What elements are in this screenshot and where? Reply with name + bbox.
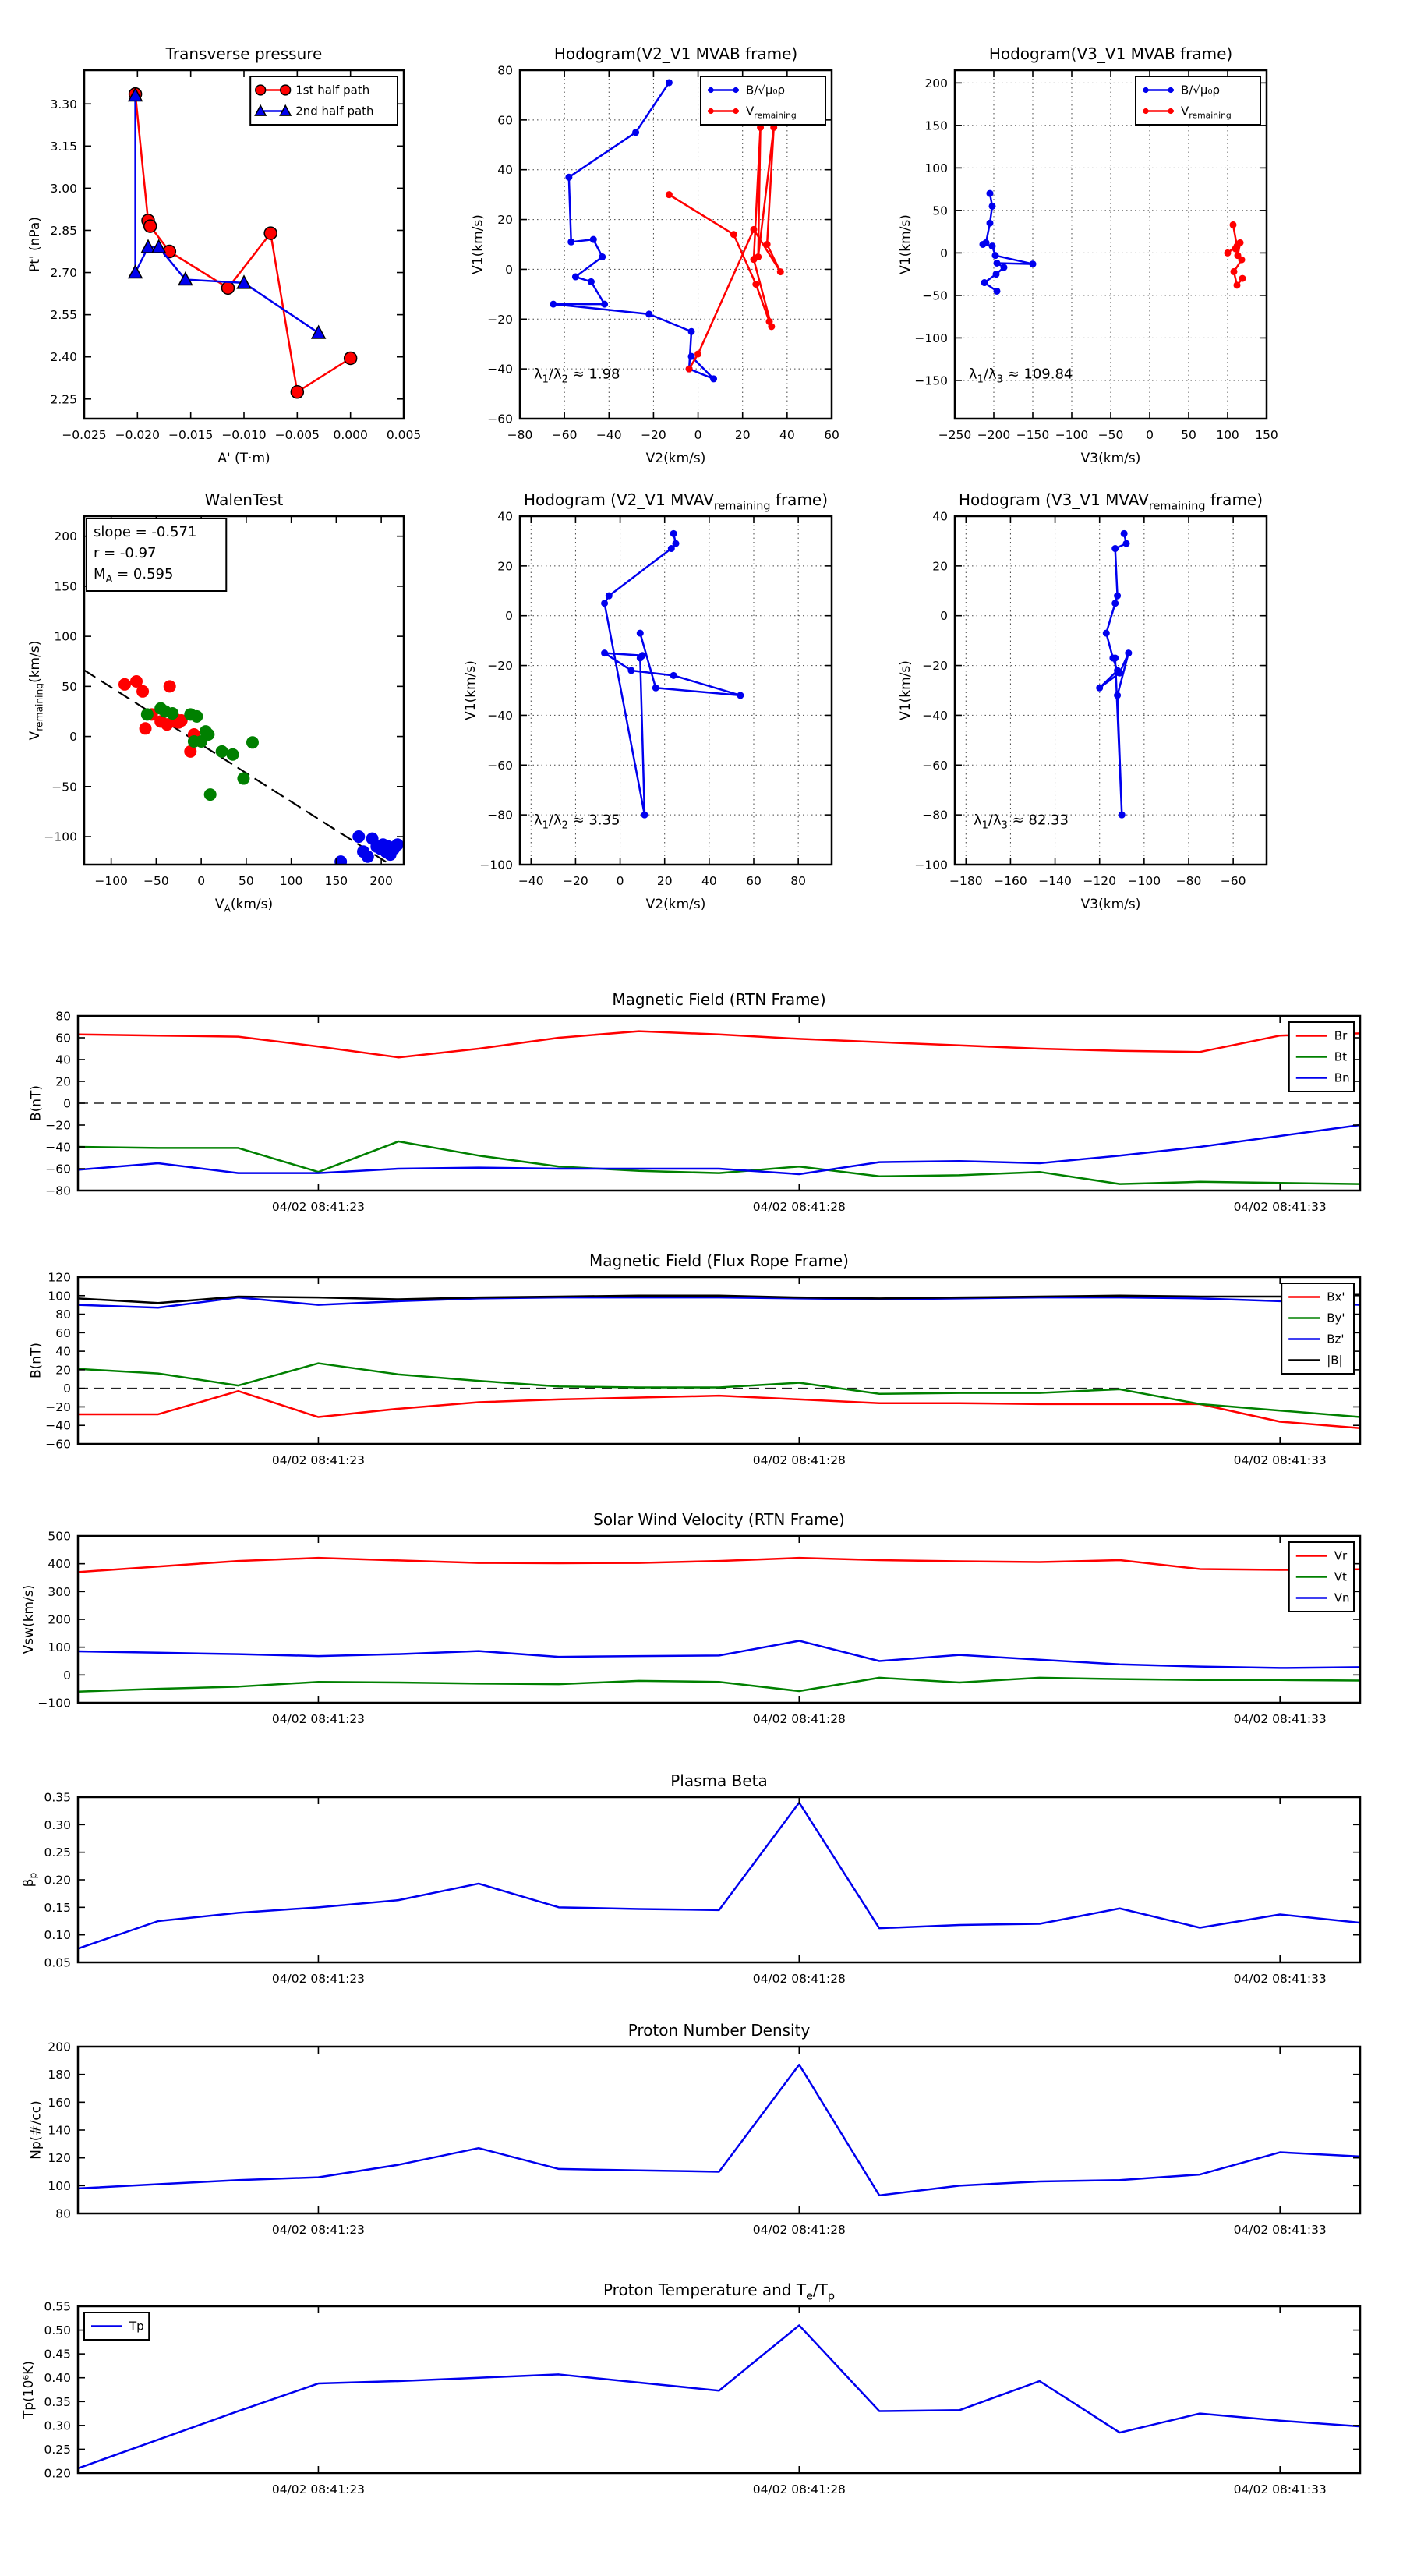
y-tick-label: 40 — [932, 509, 948, 524]
y-tick-label: 100 — [48, 1640, 71, 1655]
x-tick-label: 04/02 08:41:23 — [271, 2223, 366, 2237]
y-tick-label: 0.50 — [44, 2323, 71, 2338]
x-tick-label: 04/02 08:41:23 — [271, 1972, 366, 1986]
x-tick-label: −150 — [1016, 428, 1050, 442]
x-tick-label: 04/02 08:41:23 — [271, 1712, 366, 1726]
x-tick-label: −40 — [595, 428, 622, 442]
y-axis-label: Tp(10⁶K) — [21, 2360, 37, 2419]
legend — [1281, 1283, 1354, 1374]
x-tick-label: 60 — [746, 874, 762, 888]
annotation: $\lambda_1/\lambda_3 \approx 109.84$ — [969, 366, 1073, 386]
x-tick-label: −60 — [1220, 874, 1246, 888]
x-tick-label: −100 — [1055, 428, 1089, 442]
y-tick-label: −40 — [45, 1140, 71, 1155]
y-tick-label: 0 — [505, 262, 513, 277]
chart-title: Plasma Beta — [670, 1771, 768, 1790]
y-tick-label: 2.55 — [50, 308, 77, 323]
y-tick-label: −20 — [45, 1118, 71, 1133]
y-axis-label: B(nT) — [28, 1342, 44, 1379]
x-tick-label: −0.010 — [221, 428, 267, 442]
x-tick-label: −20 — [563, 874, 588, 888]
y-tick-label: −150 — [914, 373, 948, 388]
x-tick-label: −160 — [994, 874, 1027, 888]
x-tick-label: 20 — [656, 874, 673, 888]
info-line: $M_A = 0.595$ — [94, 566, 174, 586]
plot-proton-temperature — [21, 2281, 1360, 2496]
chart-title: Hodogram (V2_V1 $MVAV_{remaining}$ frame) — [523, 490, 829, 513]
y-tick-label: 3.15 — [50, 139, 77, 154]
legend — [1136, 76, 1260, 125]
y-tick-label: −60 — [45, 1162, 71, 1177]
y-tick-label: 20 — [497, 213, 513, 228]
chart-title: Transverse pressure — [165, 44, 323, 63]
y-tick-label: −100 — [479, 858, 513, 872]
x-axis-label: $V_A(km/s)$ — [214, 897, 274, 915]
y-tick-label: 80 — [497, 63, 513, 78]
y-tick-label: 3.30 — [50, 97, 77, 111]
y-tick-label: 100 — [48, 2178, 71, 2193]
y-tick-label: 0.20 — [44, 1873, 71, 1888]
y-tick-label: 50 — [62, 679, 77, 694]
x-axis-label: V3(km/s) — [1080, 897, 1141, 912]
y-tick-label: 0 — [940, 609, 948, 624]
x-tick-label: −0.005 — [274, 428, 320, 442]
x-tick-label: 40 — [701, 874, 717, 888]
x-tick-label: −140 — [1038, 874, 1072, 888]
plot-proton-number-density — [29, 2021, 1361, 2237]
y-tick-label: −40 — [922, 708, 948, 723]
x-tick-label: 150 — [1255, 428, 1278, 442]
y-tick-label: 0.05 — [44, 1955, 71, 1970]
x-tick-label: −0.025 — [62, 428, 107, 442]
x-tick-label: 04/02 08:41:23 — [271, 1200, 366, 1214]
y-tick-label: 160 — [48, 2095, 71, 2110]
legend — [1289, 1022, 1354, 1092]
y-tick-label: 0.25 — [44, 2442, 71, 2457]
legend — [1289, 1542, 1354, 1612]
x-tick-label: 50 — [239, 874, 254, 888]
x-tick-label: −50 — [143, 874, 169, 888]
x-tick-label: 04/02 08:41:33 — [1233, 2482, 1327, 2496]
x-axis-label: V3(km/s) — [1080, 451, 1141, 466]
legend-label: Vr — [1334, 1548, 1348, 1563]
y-axis-label: $\beta_p$ — [21, 1872, 39, 1888]
x-tick-label: −60 — [551, 428, 578, 442]
y-tick-label: 2.85 — [50, 223, 77, 238]
y-tick-label: 500 — [48, 1529, 71, 1544]
legend — [701, 76, 825, 125]
x-axis-label: V2(km/s) — [645, 897, 706, 912]
y-tick-label: −50 — [51, 780, 77, 794]
y-axis-label: $V_{remaining}(km/s)$ — [27, 640, 45, 741]
x-tick-label: −0.020 — [115, 428, 161, 442]
x-tick-label: 0 — [694, 428, 702, 442]
y-tick-label: −100 — [44, 830, 77, 844]
plot-solar-wind-velocity — [21, 1510, 1360, 1726]
info-line: slope = -0.571 — [94, 524, 197, 540]
x-tick-label: 04/02 08:41:28 — [752, 2223, 846, 2237]
y-axis-label: V1(km/s) — [898, 660, 914, 720]
y-axis-label: B(nT) — [28, 1085, 44, 1122]
y-tick-label: −100 — [37, 1696, 71, 1711]
legend-label: $V_{remaining}$ — [746, 104, 797, 121]
y-tick-label: −60 — [487, 412, 513, 426]
legend-label: By' — [1327, 1311, 1345, 1325]
y-tick-label: 0.40 — [44, 2371, 71, 2386]
y-tick-label: 120 — [48, 2151, 71, 2166]
x-tick-label: −100 — [1127, 874, 1161, 888]
y-tick-label: −40 — [45, 1418, 71, 1433]
y-tick-label: 100 — [48, 1289, 71, 1304]
x-tick-label: 04/02 08:41:33 — [1233, 1972, 1327, 1986]
y-tick-label: −50 — [922, 288, 948, 303]
x-tick-label: 60 — [824, 428, 839, 442]
chart-title: Hodogram(V2_V1 MVAB frame) — [553, 44, 798, 63]
y-tick-label: 0.10 — [44, 1928, 71, 1943]
x-tick-label: 04/02 08:41:28 — [752, 2482, 846, 2496]
y-tick-label: 0.30 — [44, 1817, 71, 1832]
x-tick-label: 04/02 08:41:28 — [752, 1200, 846, 1214]
chart-title: WalenTest — [204, 490, 284, 509]
y-tick-label: −80 — [487, 808, 513, 823]
x-tick-label: 20 — [734, 428, 751, 442]
y-tick-label: 140 — [48, 2123, 71, 2138]
legend-label: 1st half path — [295, 83, 370, 97]
y-tick-label: 150 — [924, 119, 948, 133]
legend-label: Br — [1334, 1028, 1348, 1043]
info-line: r = -0.97 — [94, 545, 157, 561]
legend-label: $V_{remaining}$ — [1181, 104, 1232, 121]
x-tick-label: 04/02 08:41:33 — [1233, 1712, 1327, 1726]
y-tick-label: 200 — [54, 529, 77, 544]
y-tick-label: 0.20 — [44, 2466, 71, 2481]
x-tick-label: 04/02 08:41:33 — [1233, 1453, 1327, 1467]
chart-title: Hodogram (V3_V1 $MVAV_{remaining}$ frame) — [958, 490, 1263, 513]
y-tick-label: 180 — [48, 2068, 71, 2082]
x-tick-label: 04/02 08:41:33 — [1233, 1200, 1327, 1214]
y-tick-label: 100 — [924, 161, 948, 175]
y-tick-label: 40 — [497, 509, 513, 524]
x-tick-label: 04/02 08:41:28 — [752, 1712, 846, 1726]
chart-title: Solar Wind Velocity (RTN Frame) — [593, 1510, 845, 1529]
y-tick-label: −20 — [487, 659, 513, 674]
x-tick-label: 0.005 — [386, 428, 422, 442]
legend-label: Vn — [1334, 1591, 1350, 1605]
y-tick-label: 200 — [924, 76, 948, 90]
x-tick-label: 100 — [1216, 428, 1239, 442]
x-tick-label: 80 — [790, 874, 807, 888]
info-box — [87, 518, 226, 591]
y-tick-label: 0 — [69, 730, 77, 745]
x-tick-label: 0 — [616, 874, 624, 888]
y-tick-label: 0.55 — [44, 2299, 71, 2314]
x-tick-label: 200 — [369, 874, 393, 888]
y-tick-label: 0.35 — [44, 2394, 71, 2409]
y-tick-label: 2.40 — [50, 350, 77, 365]
x-tick-label: 04/02 08:41:28 — [752, 1972, 846, 1986]
annotation: $\lambda_1/\lambda_3 \approx 82.33$ — [974, 812, 1069, 832]
y-tick-label: −20 — [922, 659, 948, 674]
x-tick-label: −50 — [1097, 428, 1124, 442]
y-axis-label: Vsw(km/s) — [21, 1584, 37, 1654]
plot-magnetic-field-rtn — [29, 990, 1361, 1214]
x-tick-label: 40 — [779, 428, 795, 442]
y-tick-label: −80 — [922, 808, 948, 823]
y-axis-label: Pt' (nPa) — [27, 217, 43, 272]
legend-label: Vt — [1334, 1569, 1347, 1584]
y-tick-label: 400 — [48, 1557, 71, 1572]
y-tick-label: 20 — [932, 559, 948, 574]
y-tick-label: 80 — [55, 1009, 71, 1024]
x-tick-label: 50 — [1181, 428, 1196, 442]
x-tick-label: −80 — [507, 428, 533, 442]
plot-walen-test — [27, 490, 404, 915]
y-tick-label: −100 — [914, 858, 948, 872]
y-tick-label: 2.25 — [50, 392, 77, 407]
x-tick-label: 04/02 08:41:28 — [752, 1453, 846, 1467]
y-tick-label: −40 — [487, 708, 513, 723]
chart-title: Proton Number Density — [627, 2021, 811, 2040]
legend — [84, 2312, 149, 2340]
x-tick-label: 0 — [197, 874, 206, 888]
y-tick-label: 3.00 — [50, 181, 77, 196]
y-tick-label: 50 — [932, 203, 948, 218]
legend-label: 2nd half path — [295, 104, 374, 119]
x-axis-label: A' (T·m) — [217, 451, 270, 466]
y-axis-label: Np(#/cc) — [28, 2100, 44, 2160]
y-tick-label: 300 — [48, 1584, 71, 1599]
x-tick-label: −20 — [641, 428, 666, 442]
chart-title: Magnetic Field (Flux Rope Frame) — [589, 1251, 849, 1270]
y-tick-label: 60 — [55, 1031, 71, 1046]
y-tick-label: −60 — [45, 1437, 71, 1452]
y-axis-label: V1(km/s) — [470, 214, 486, 274]
chart-title: Magnetic Field (RTN Frame) — [612, 990, 826, 1009]
x-tick-label: −180 — [949, 874, 983, 888]
x-tick-label: 0 — [1146, 428, 1154, 442]
y-tick-label: −80 — [45, 1184, 71, 1198]
x-tick-label: −100 — [94, 874, 128, 888]
y-tick-label: 40 — [497, 163, 513, 178]
annotation: $\lambda_1/\lambda_2 \approx 3.35$ — [534, 812, 620, 832]
y-tick-label: 0.15 — [44, 1900, 71, 1915]
legend-label: Bt — [1334, 1049, 1347, 1064]
y-tick-label: 60 — [497, 113, 513, 128]
y-tick-label: 0 — [63, 1382, 71, 1396]
y-tick-label: −100 — [914, 331, 948, 345]
y-tick-label: 40 — [55, 1053, 71, 1067]
plot-magnetic-field-flux-rope — [29, 1251, 1361, 1467]
plot-hodogram-v2v1-mvav — [463, 490, 832, 912]
x-tick-label: 04/02 08:41:33 — [1233, 2223, 1327, 2237]
y-tick-label: 200 — [48, 1612, 71, 1627]
y-tick-label: 0 — [505, 609, 513, 624]
chart-title: Hodogram(V3_V1 MVAB frame) — [988, 44, 1233, 63]
plot-hodogram-v3v1-mvab — [898, 44, 1278, 466]
y-tick-label: 20 — [497, 559, 513, 574]
y-tick-label: −20 — [487, 312, 513, 327]
y-tick-label: 200 — [48, 2040, 71, 2054]
x-tick-label: −40 — [518, 874, 544, 888]
y-tick-label: 20 — [55, 1074, 71, 1089]
x-tick-label: 0.000 — [333, 428, 368, 442]
x-tick-label: −0.015 — [168, 428, 214, 442]
y-tick-label: 0.45 — [44, 2347, 71, 2362]
x-tick-label: −250 — [938, 428, 972, 442]
plot-plasma-beta — [21, 1771, 1360, 1986]
y-tick-label: −60 — [922, 758, 948, 773]
y-tick-label: 80 — [55, 2206, 71, 2221]
y-tick-label: −40 — [487, 362, 513, 377]
x-tick-label: 04/02 08:41:23 — [271, 2482, 366, 2496]
x-tick-label: 150 — [324, 874, 348, 888]
y-tick-label: 0 — [63, 1668, 71, 1683]
y-tick-label: 100 — [54, 629, 77, 644]
chart-title: Proton Temperature and $T_e/T_p$ — [603, 2281, 836, 2303]
y-tick-label: 20 — [55, 1363, 71, 1378]
x-tick-label: 04/02 08:41:23 — [271, 1453, 366, 1467]
x-tick-label: −80 — [1175, 874, 1202, 888]
y-tick-label: 150 — [54, 579, 77, 594]
y-tick-label: 120 — [48, 1270, 71, 1285]
y-tick-label: 0 — [63, 1096, 71, 1111]
legend-label: B/√μ₀ρ — [746, 83, 785, 97]
y-tick-label: 80 — [55, 1307, 71, 1322]
y-tick-label: 0.35 — [44, 1790, 71, 1805]
x-tick-label: −200 — [977, 428, 1011, 442]
legend-label: Bn — [1334, 1070, 1350, 1085]
y-tick-label: 40 — [55, 1344, 71, 1359]
y-axis-label: V1(km/s) — [463, 660, 479, 720]
plot-hodogram-v2v1-mvab — [471, 44, 839, 466]
plot-hodogram-v3v1-mvav — [898, 490, 1267, 912]
annotation: $\lambda_1/\lambda_2 \approx 1.98$ — [534, 366, 620, 386]
x-tick-label: 100 — [279, 874, 303, 888]
y-axis-label: V1(km/s) — [898, 214, 914, 274]
y-tick-label: 60 — [55, 1325, 71, 1340]
x-axis-label: V2(km/s) — [645, 451, 706, 466]
legend-label: |B| — [1327, 1353, 1343, 1368]
legend-label: Tp — [129, 2319, 144, 2334]
legend-label: B/√μ₀ρ — [1181, 83, 1220, 97]
legend — [250, 76, 398, 125]
y-tick-label: −60 — [487, 758, 513, 773]
y-tick-label: 2.70 — [50, 266, 77, 281]
legend-label: Bx' — [1327, 1290, 1345, 1304]
y-tick-label: 0 — [940, 246, 948, 260]
plot-transverse-pressure — [27, 44, 421, 466]
y-tick-label: 0.25 — [44, 1845, 71, 1860]
x-tick-label: −120 — [1083, 874, 1117, 888]
y-tick-label: 0.30 — [44, 2419, 71, 2433]
legend-label: Bz' — [1327, 1332, 1345, 1346]
y-tick-label: −20 — [45, 1399, 71, 1414]
